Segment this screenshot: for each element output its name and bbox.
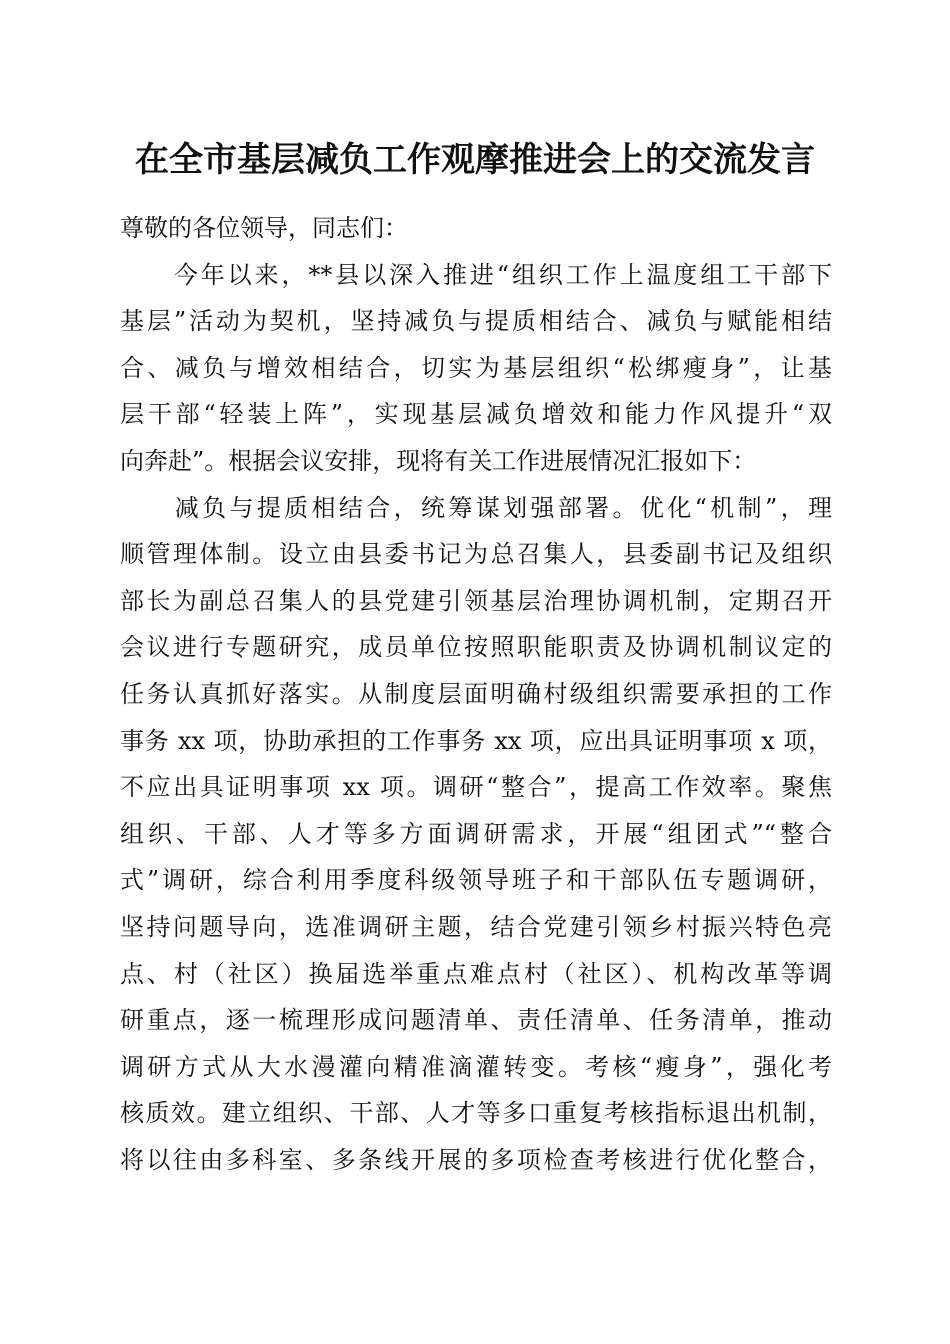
body-line: 研重点，逐一梳理形成问题清单、责任清单、任务清单，推动 — [120, 1006, 832, 1035]
body-line: 合、减负与增效相结合，切实为基层组织“松绑瘦身”，让基 — [120, 353, 832, 382]
body-line: 顺管理体制。设立由县委书记为总召集人，县委副书记及组织 — [120, 540, 832, 569]
salutation-line: 尊敬的各位领导，同志们： — [120, 214, 408, 242]
body-line: 减负与提质相结合，统筹谋划强部署。优化“机制”，理 — [120, 493, 832, 522]
body-line: 今年以来，**县以深入推进“组织工作上温度组工干部下 — [120, 260, 832, 289]
body-line: 向奔赴”。根据会议安排，现将有关工作进展情况汇报如下： — [120, 446, 757, 475]
document-title: 在全市基层减负工作观摩推进会上的交流发言 — [135, 140, 815, 180]
body-line: 点、村（社区）换届选举重点难点村（社区）、机构改革等调 — [120, 959, 832, 988]
body-line: 坚持问题导向，选准调研主题，结合党建引领乡村振兴特色亮 — [120, 912, 832, 941]
body-line: 式”调研，综合利用季度科级领导班子和干部队伍专题调研， — [120, 866, 832, 895]
body-line: 组织、干部、人才等多方面调研需求，开展“组团式”“整合 — [120, 819, 832, 848]
body-line: 层干部“轻装上阵”，实现基层减负增效和能力作风提升“双 — [120, 400, 832, 429]
body-line: 任务认真抓好落实。从制度层面明确村级组织需要承担的工作 — [120, 679, 832, 708]
body-line: 将以往由多科室、多条线开展的多项检查考核进行优化整合， — [120, 1145, 832, 1174]
document-body — [120, 205, 832, 1183]
body-line: 部长为副总召集人的县党建引领基层治理协调机制，定期召开 — [120, 586, 832, 615]
body-line: 会议进行专题研究，成员单位按照职能职责及协调机制议定的 — [120, 633, 832, 662]
body-line: 事务 xx 项，协助承担的工作事务 xx 项，应出具证明事项 x 项， — [120, 726, 832, 755]
body-line: 核质效。建立组织、干部、人才等多口重复考核指标退出机制， — [120, 1099, 832, 1128]
body-line: 不应出具证明事项 xx 项。调研“整合”，提高工作效率。聚焦 — [120, 773, 832, 802]
body-line: 基层”活动为契机，坚持减负与提质相结合、减负与赋能相结 — [120, 307, 832, 336]
body-line: 调研方式从大水漫灌向精准滴灌转变。考核“瘦身”，强化考 — [120, 1052, 832, 1081]
